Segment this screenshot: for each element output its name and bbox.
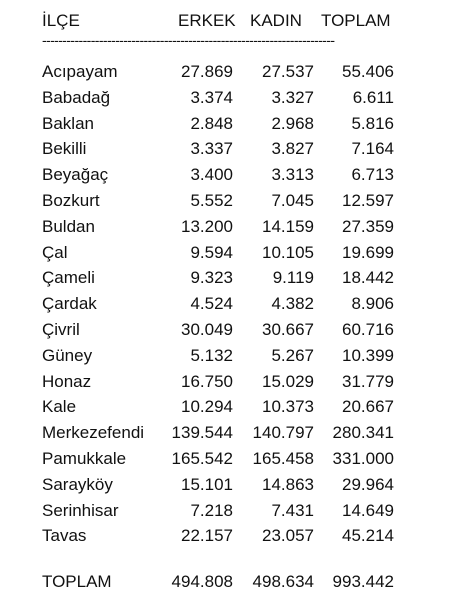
total-erkek: 494.808 [171,572,233,591]
erkek-value: 5.552 [190,191,233,210]
district-name: Çivril [42,320,80,339]
table-row [0,318,452,342]
table-row [0,447,452,471]
kadin-value: 15.029 [262,371,314,391]
toplam-value: 60.716 [342,320,394,339]
table-row [0,395,452,419]
table-row [0,189,452,213]
header-toplam: TOPLAM [321,11,391,30]
kadin-value: 14.159 [262,216,314,236]
district-name: Buldan [42,216,95,236]
total-row [0,570,452,594]
toplam-value: 31.779 [342,371,394,391]
district-name: Babadağ [42,87,111,107]
erkek-value: 3.400 [190,165,233,185]
district-name: Çardak [42,294,97,314]
kadin-value: 14.863 [262,474,314,494]
toplam-value: 55.406 [342,62,394,81]
erkek-value: 3.374 [190,87,233,107]
table-row [0,112,452,136]
header-ilce: İLÇE [42,11,80,30]
erkek-value: 10.294 [181,397,233,417]
kadin-value: 5.267 [271,345,314,365]
table-row [0,473,452,497]
district-name: Çal [42,242,68,262]
toplam-value: 45.214 [342,526,394,546]
table-row [0,421,452,445]
kadin-value: 165.458 [252,449,314,468]
kadin-value: 30.667 [262,320,314,339]
erkek-value: 5.132 [190,345,233,365]
district-name: Serinhisar [42,500,119,520]
kadin-value: 7.431 [271,500,314,520]
table-header [0,9,452,33]
district-name: Tavas [42,526,87,546]
toplam-value: 20.667 [342,397,394,417]
header-divider: ------------------------------------------------------------------------ [42,33,335,47]
table-row [0,163,452,187]
district-name: Kale [42,397,77,417]
header-erkek: ERKEK [178,11,236,30]
district-name: Beyağaç [42,165,109,185]
erkek-value: 7.218 [190,500,233,520]
kadin-value: 10.105 [262,242,314,262]
kadin-value: 2.968 [271,113,314,133]
district-name: Çameli [42,268,95,288]
district-name: Acıpayam [42,62,118,81]
toplam-value: 29.964 [342,474,394,494]
erkek-value: 15.101 [181,474,233,494]
toplam-value: 12.597 [342,191,394,210]
district-name: Güney [42,345,93,365]
toplam-value: 19.699 [342,242,394,262]
table-row [0,266,452,290]
kadin-value: 4.382 [271,294,314,314]
toplam-value: 10.399 [342,345,394,365]
toplam-value: 18.442 [342,268,394,288]
kadin-value: 10.373 [262,397,314,417]
toplam-value: 5.816 [351,113,394,133]
kadin-value: 3.313 [271,165,314,185]
erkek-value: 139.544 [171,423,233,443]
district-name: Merkezefendi [42,423,145,443]
district-name: Pamukkale [42,449,127,468]
erkek-value: 22.157 [181,526,233,546]
table-row [0,344,452,368]
toplam-value: 331.000 [332,449,394,468]
kadin-value: 3.327 [271,87,314,107]
erkek-value: 16.750 [181,371,233,391]
erkek-value: 9.323 [190,268,233,288]
toplam-value: 6.611 [352,87,394,107]
table-row [0,370,452,394]
toplam-value: 14.649 [342,500,394,520]
table-row [0,499,452,523]
erkek-value: 3.337 [190,139,233,159]
erkek-value: 27.869 [181,62,233,81]
erkek-value: 165.542 [171,449,233,468]
toplam-value: 280.341 [332,423,394,443]
erkek-value: 9.594 [190,242,233,262]
erkek-value: 13.200 [181,216,233,236]
erkek-value: 4.524 [190,294,233,314]
district-name: Sarayköy [42,474,113,494]
table-row [0,241,452,265]
kadin-value: 23.057 [262,526,314,546]
erkek-value: 2.848 [190,113,233,133]
table-row [0,215,452,239]
table-row [0,137,452,161]
kadin-value: 27.537 [262,62,314,81]
header-kadin: KADIN [250,11,302,30]
toplam-value: 7.164 [351,139,394,159]
table-row [0,292,452,316]
table-row [0,524,452,548]
kadin-value: 7.045 [271,191,314,210]
toplam-value: 27.359 [342,216,394,236]
table-row [0,86,452,110]
kadin-value: 3.827 [271,139,314,159]
district-name: Bozkurt [42,191,100,210]
total-kadin: 498.634 [252,572,314,591]
table-row [0,60,452,84]
toplam-value: 8.906 [351,294,394,314]
district-name: Honaz [42,371,92,391]
district-name: Bekilli [42,139,87,159]
erkek-value: 30.049 [181,320,233,339]
toplam-value: 6.713 [351,165,394,185]
total-label: TOPLAM [42,572,112,591]
kadin-value: 140.797 [252,423,314,443]
kadin-value: 9.119 [272,268,314,288]
total-toplam: 993.442 [332,572,394,591]
district-name: Baklan [42,113,94,133]
